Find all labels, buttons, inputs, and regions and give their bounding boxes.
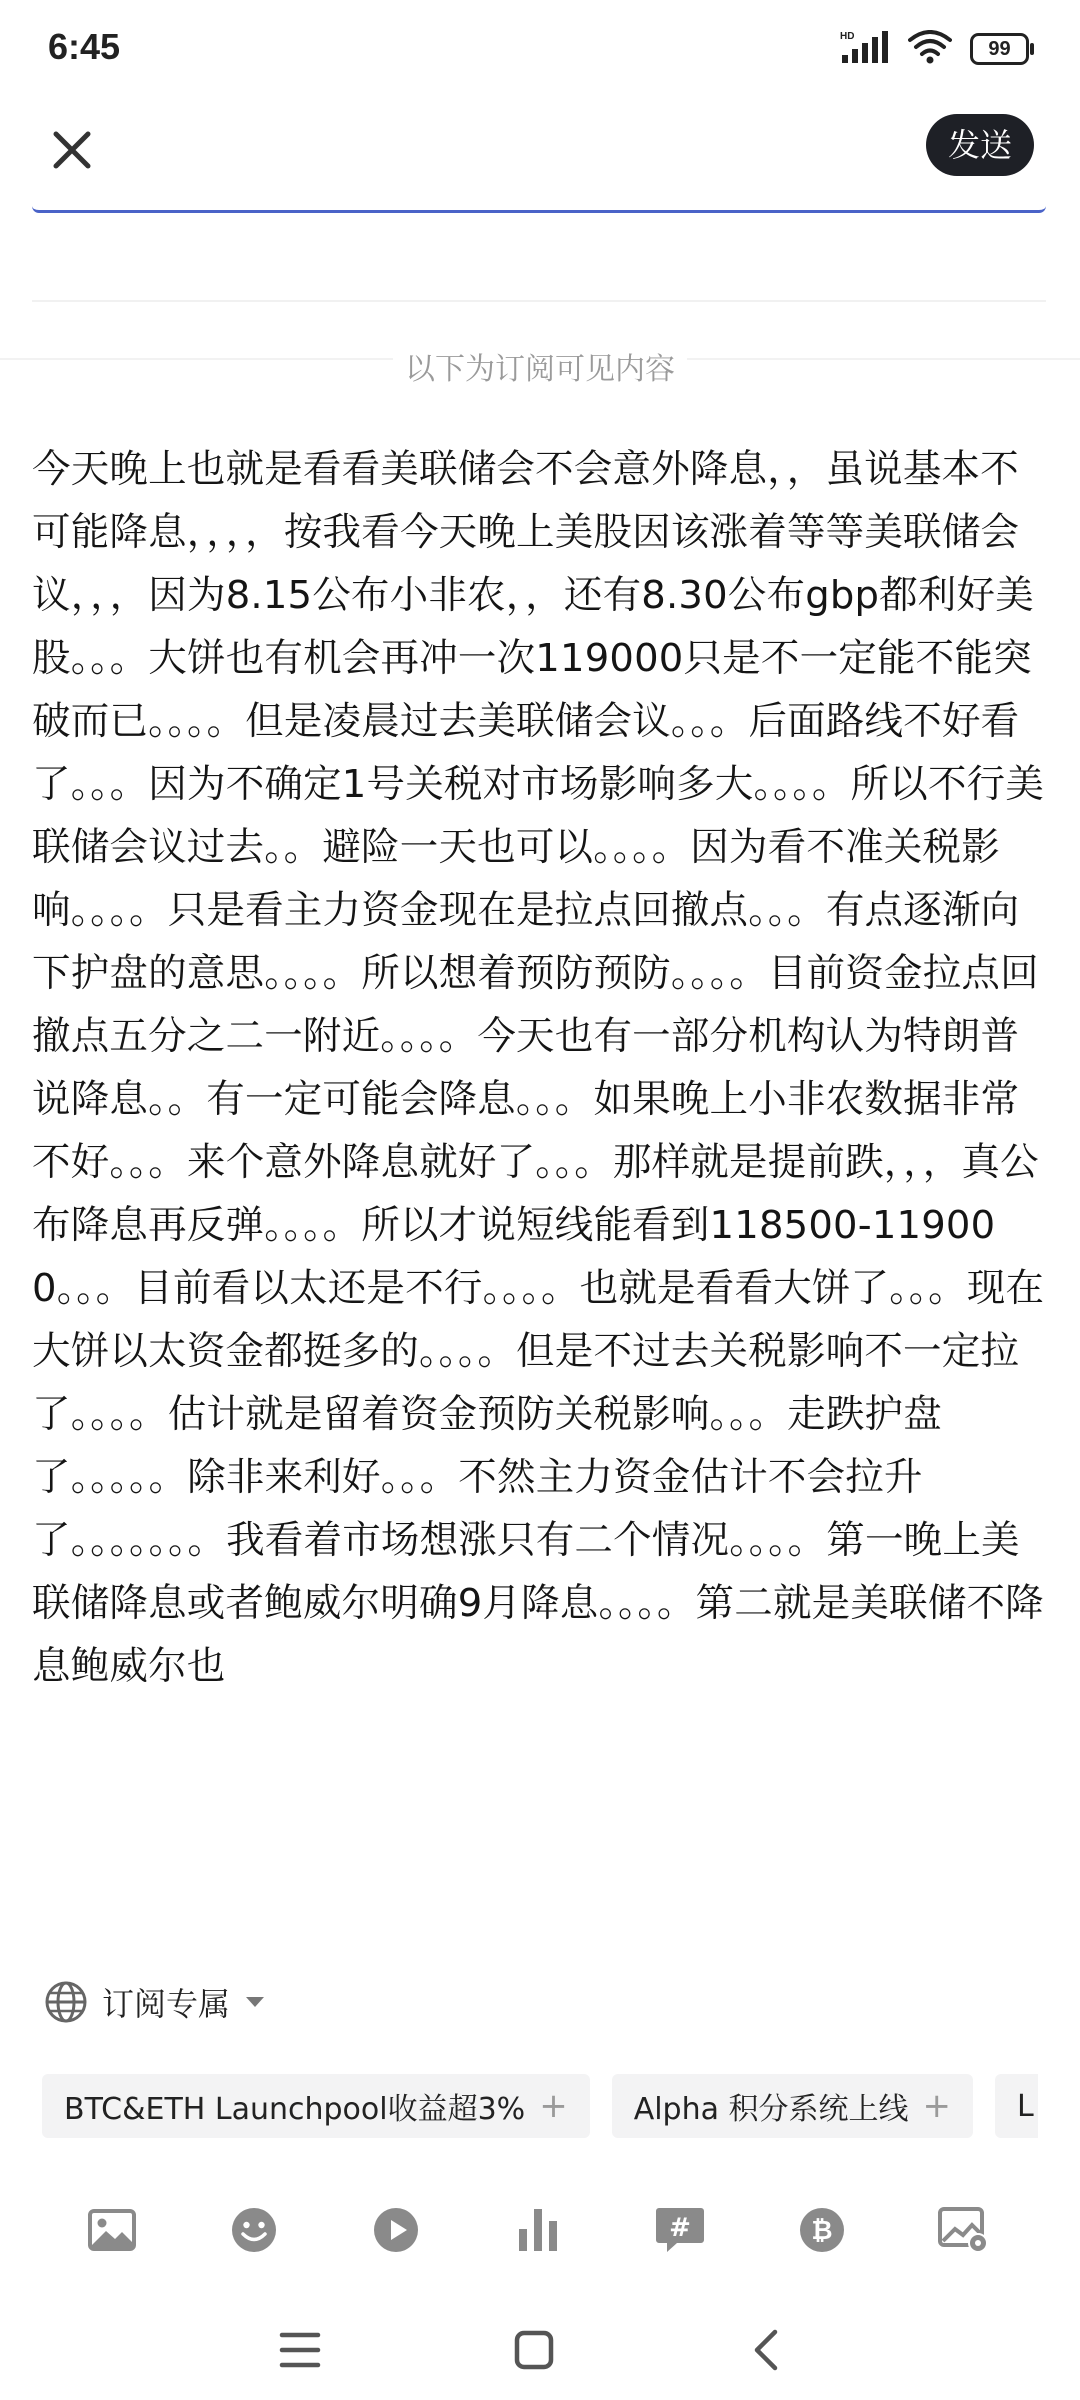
subscriber-only-notice <box>0 344 1080 388</box>
topic-chip-label: Alpha 积分系统上线 <box>633 2092 909 2127</box>
video-icon <box>372 2206 420 2254</box>
nav-menu-button[interactable] <box>270 2320 330 2380</box>
back-icon <box>751 2328 781 2372</box>
topic-chip[interactable] <box>42 2074 590 2138</box>
insert-coin-button[interactable] <box>794 2202 850 2258</box>
plus-icon: + <box>539 2086 568 2126</box>
topic-chips <box>42 2074 1038 2138</box>
battery-level: 99 <box>988 38 1011 60</box>
insert-hashtag-button[interactable] <box>652 2202 708 2258</box>
topic-chip[interactable] <box>995 2074 1038 2138</box>
emoji-icon <box>230 2206 278 2254</box>
composer-toolbar <box>0 2180 1080 2280</box>
wifi-icon <box>908 30 952 68</box>
topic-chip-label: L <box>1017 2088 1034 2124</box>
nav-home-button[interactable] <box>504 2320 564 2380</box>
post-body-editor[interactable]: 今天晚上也就是看看美联储会不会意外降息，，虽说基本不可能降息，，，，按我看今天晚上美股因该涨着等等美联储会议，，，因为8.15公布小非农，，还有8.30公布gbp都利好美股。。。大饼也有机会再冲一次119000只是不一定能不能突破而已。。。。但是凌晨过去美联储会议。。。后面路线不好看了。。。因为不确定1号关税对市场影响多大。。。。所以不行美联储会议过去。。避险一天也可以。。。。因为看不准关税影响。。。。只是看主力资金现在是拉点回撤点。。。有点逐渐向下护盘的意思。。。。所以想着预防预防。。。。目前资金拉点回撤点五分之二一附近。。。。今天也有一部分机构认为特朗普说降息。。有一定可能会降息。。。如果晚上小非农数据非常不好。。。来个意外降息就好了。。。那样就是提前跌，，，真公布降息再反弹。。。。所以才说短线能看到118500-119000。。。目前看以太还是不行。。。。也就是看看大饼了。。。现在大饼以太资金都挺多的。。。。但是不过去关税影响不一定拉了。。。。估计就是留着资金预防关税影响。。。走跌护盘了。。。。。除非来利好。。。不然主力资金估计不会拉升了。。。。。。。我看着市场想涨只有二个情况。。。。第一晚上美联储降息或者鲍威尔明确9月降息。。。。第二就是美联储不降息鲍威尔也 <box>32 447 1045 1689</box>
nav-back-button[interactable] <box>736 2320 796 2380</box>
close-button[interactable] <box>44 122 100 178</box>
insert-video-button[interactable] <box>368 2202 424 2258</box>
signal-icon <box>840 29 890 69</box>
status-icons <box>840 26 1036 72</box>
image-edit-icon <box>938 2207 990 2253</box>
menu-icon <box>278 2331 322 2369</box>
hd-label: HD <box>840 31 855 42</box>
battery-icon <box>970 33 1036 65</box>
status-bar <box>0 0 1080 100</box>
hashtag-icon <box>655 2206 705 2254</box>
system-nav-bar <box>0 2290 1080 2400</box>
divider <box>32 300 1046 302</box>
composer-header <box>0 100 1080 220</box>
svg-text:#: # <box>669 2213 691 2243</box>
globe-icon <box>44 1980 88 2024</box>
chart-icon <box>516 2207 560 2253</box>
title-input[interactable] <box>32 206 1046 213</box>
topic-chip[interactable] <box>612 2074 973 2138</box>
plus-icon: + <box>922 2086 952 2126</box>
coin-icon <box>798 2206 846 2254</box>
caret-down-icon <box>244 1995 266 2009</box>
insert-image-button[interactable] <box>84 2202 140 2258</box>
image-icon <box>88 2209 136 2251</box>
home-square-icon <box>514 2330 554 2370</box>
subscriber-only-label: 以下为订阅可见内容 <box>393 352 687 387</box>
insert-emoji-button[interactable] <box>226 2202 282 2258</box>
topic-chip-label: BTC&ETH Launchpool收益超3% <box>64 2092 526 2127</box>
status-time: 6:45 <box>48 26 121 67</box>
send-button[interactable]: 发送 <box>926 114 1034 176</box>
insert-chart-button[interactable] <box>510 2202 566 2258</box>
visibility-selector[interactable] <box>44 1976 266 2028</box>
close-icon <box>52 130 92 170</box>
visibility-label: 订阅专属 <box>102 1985 231 2023</box>
insert-image-edit-button[interactable] <box>936 2202 992 2258</box>
svg-text:₿: ₿ <box>811 2216 833 2246</box>
